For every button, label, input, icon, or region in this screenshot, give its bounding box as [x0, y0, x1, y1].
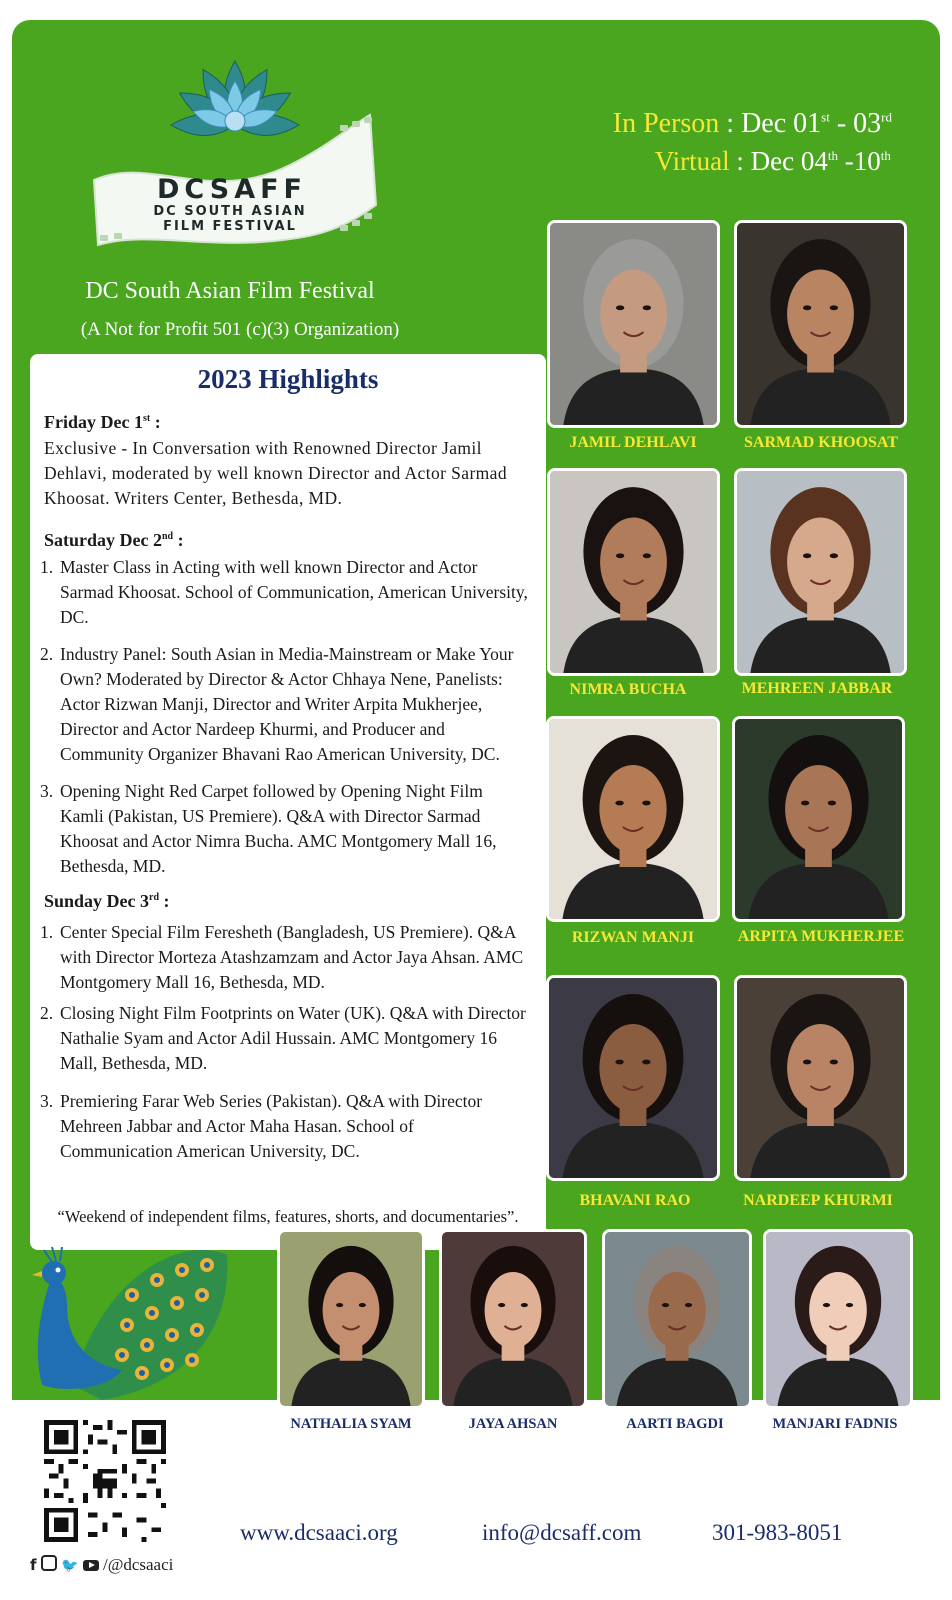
- friday-suffix: st: [142, 413, 151, 424]
- guest-photo: [277, 1229, 425, 1409]
- guest-name: NARDEEP KHURMI: [743, 1192, 893, 1209]
- nonprofit-note: (A Not for Profit 501 (c)(3) Organization): [80, 319, 400, 340]
- phone-number[interactable]: 301-983-8051: [712, 1520, 843, 1545]
- virtual-end-suffix: th: [880, 148, 891, 163]
- guest-name: MEHREEN JABBAR: [741, 680, 893, 697]
- sunday-suffix: rd: [149, 892, 160, 903]
- sunday-event-1: [40, 920, 530, 995]
- event-text: Closing Night Film Footprints on Water (UK). Q&A with Director Nathalie Syam and Actor Adil Hussain. AMC Montgomery 16 Mall, Bethesda, MD.: [60, 1003, 526, 1073]
- list-number: 1.: [40, 922, 54, 942]
- website-link[interactable]: www.dcsaaci.org: [240, 1520, 398, 1545]
- event-text: Premiering Farar Web Series (Pakistan). Q&A with Director Mehreen Jabbar and Actor Maha Hasan. School of Communication American University, DC.: [60, 1091, 483, 1161]
- logo-title: DCSAFF: [157, 174, 307, 205]
- in-person-dates: In Person : Dec 01st - 03rd: [612, 108, 892, 139]
- guest-photo: [547, 220, 720, 428]
- saturday-day: Saturday Dec 2: [44, 530, 162, 550]
- list-number: 1.: [40, 557, 54, 577]
- qr-code[interactable]: [44, 1420, 166, 1542]
- list-number: 2.: [40, 1003, 54, 1023]
- guest-name: BHAVANI RAO: [579, 1192, 691, 1209]
- twitter-icon[interactable]: 🐦: [61, 1558, 79, 1574]
- social-links: [30, 1555, 173, 1575]
- guest-photo: [732, 716, 905, 922]
- logo-subtitle-1: DC SOUTH ASIAN: [153, 204, 307, 219]
- guest-photo: [547, 468, 720, 676]
- guest-name: ARPITA MUKHERJEE: [737, 928, 905, 945]
- guest-photo: [763, 1229, 913, 1409]
- highlights-title: 2023 Highlights: [197, 364, 379, 394]
- list-number: 3.: [40, 781, 54, 801]
- in-person-end-suffix: rd: [881, 109, 892, 125]
- event-text: Industry Panel: South Asian in Media-Mainstream or Make Your Own? Moderated by Director & Actor Chhaya Nene, Panelists: Actor Rizwan Manji, Director and Writer Arpita Mukherjee, Director and Actor Nardeep Khurmi, and Producer and Community Organizer Bhavani Rao American University, DC.: [60, 644, 514, 764]
- festival-tagline: “Weekend of independent films, features, shorts, and documentaries”.: [57, 1207, 519, 1226]
- virtual-dates: Virtual : Dec 04th -10th: [654, 146, 891, 176]
- saturday-suffix: nd: [162, 531, 174, 542]
- guest-name: NATHALIA SYAM: [290, 1416, 412, 1432]
- guest-photo: [734, 975, 907, 1181]
- guest-photo: [734, 468, 907, 676]
- peacock-illustration: [12, 1235, 232, 1405]
- guest-name: JAYA AHSAN: [468, 1416, 558, 1432]
- virtual-start-suffix: th: [827, 148, 838, 163]
- guest-photo: [546, 716, 720, 922]
- in-person-start-suffix: st: [821, 109, 830, 125]
- guest-name: MANJARI FADNIS: [772, 1416, 898, 1432]
- saturday-heading: Saturday Dec 2nd :: [44, 530, 184, 550]
- event-text: Opening Night Red Carpet followed by Opening Night Film Kamli (Pakistan, US Premiere). Q&A with Director Sarmad Khoosat and Actor Nimra Bucha. AMC Montgomery Mall 16, Bethesda, MD.: [60, 781, 497, 876]
- guest-name: SARMAD KHOOSAT: [744, 434, 898, 451]
- sunday-event-3: [40, 1089, 530, 1164]
- saturday-event-3: [40, 779, 530, 879]
- saturday-event-2: [40, 642, 530, 767]
- friday-description: Exclusive - In Conversation with Renowned Director Jamil Dehlavi, moderated by well known Director and Actor Sarmad Khoosat. Writers Center, Bethesda, MD.: [44, 438, 507, 508]
- virtual-end: -10: [844, 146, 881, 176]
- guest-name: RIZWAN MANJI: [571, 929, 695, 946]
- sunday-event-2: [40, 1001, 530, 1076]
- youtube-icon[interactable]: [83, 1560, 99, 1571]
- event-text: Center Special Film Feresheth (Bangladesh, US Premiere). Q&A with Director Morteza Atashzamzam and Actor Jaya Ahsan. AMC Montgomery Mall 16, Bethesda, MD.: [60, 922, 524, 992]
- list-number: 2.: [40, 644, 54, 664]
- facebook-icon[interactable]: f: [30, 1556, 37, 1574]
- virtual-label: Virtual: [654, 146, 730, 176]
- festival-dates: [613, 108, 892, 184]
- dcsaff-logo: [90, 55, 380, 255]
- saturday-event-1: [40, 555, 530, 630]
- guest-photo: [602, 1229, 752, 1409]
- guest-photo: [734, 220, 907, 428]
- in-person-end: 03: [853, 108, 882, 139]
- guest-photo: [439, 1229, 587, 1409]
- virtual-start: Dec 04: [750, 146, 828, 176]
- in-person-label: In Person: [612, 108, 720, 139]
- sunday-heading: Sunday Dec 3rd :: [44, 891, 170, 911]
- friday-day: Friday Dec 1: [44, 412, 143, 432]
- in-person-start: Dec 01: [741, 108, 822, 139]
- guest-photo: [546, 975, 720, 1181]
- social-handle[interactable]: /@dcsaaci: [102, 1555, 174, 1574]
- logo-subtitle-2: FILM FESTIVAL: [163, 219, 297, 234]
- instagram-icon[interactable]: [41, 1555, 57, 1571]
- sunday-day: Sunday Dec 3: [44, 891, 150, 911]
- friday-heading: Friday Dec 1st :: [44, 412, 161, 432]
- guest-name: AARTI BAGDI: [626, 1416, 724, 1432]
- guest-name: JAMIL DEHLAVI: [569, 434, 697, 451]
- festival-name: DC South Asian Film Festival: [85, 278, 375, 304]
- highlights-panel: [30, 354, 546, 1250]
- event-text: Master Class in Acting with well known Director and Actor Sarmad Khoosat. School of Communication, American University, DC.: [60, 557, 528, 627]
- guest-name: NIMRA BUCHA: [569, 681, 687, 698]
- list-number: 3.: [40, 1091, 54, 1111]
- email-link[interactable]: info@dcsaff.com: [482, 1520, 642, 1545]
